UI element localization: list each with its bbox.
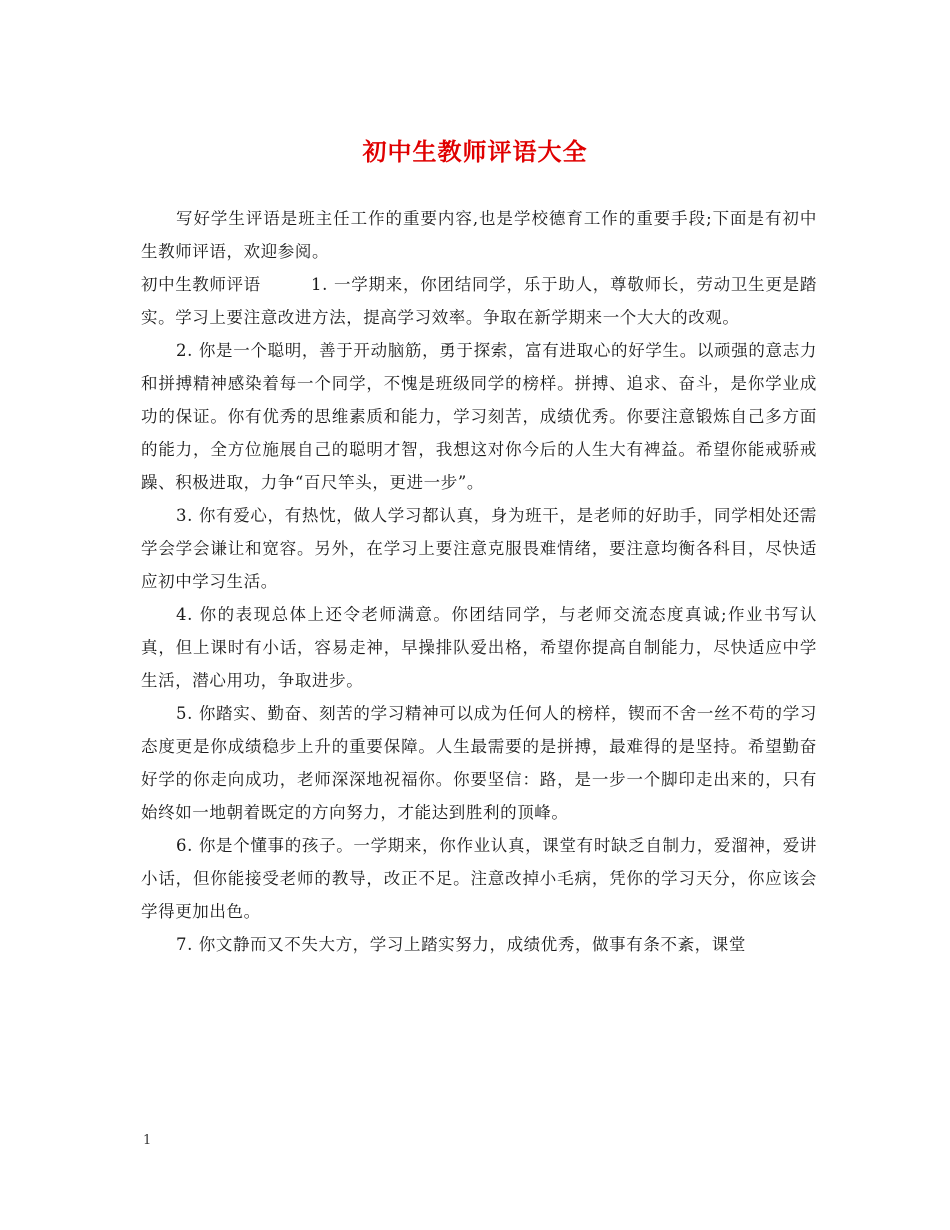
list-item: 4. 你的表现总体上还令老师满意。你团结同学，与老师交流态度真诚;作业书写认真，但上课时有小话，容易走神，早操排队爱出格，希望你提高自制能力，尽快适应中学生活，潜心用功，争取进步。	[141, 605, 817, 690]
intro-paragraph: 写好学生评语是班主任工作的重要内容,也是学校德育工作的重要手段;下面是有初中生教师评语，欢迎参阅。	[141, 209, 817, 261]
list-item: 5. 你踏实、勤奋、刻苦的学习精神可以成为任何人的榜样，锲而不舍一丝不苟的学习态度更是你成绩稳步上升的重要保障。人生最需要的是拼搏，最难得的是坚持。希望勤奋好学的你走向成功，老师深深地祝福你。你要坚信：路，是一步一个脚印走出来的，只有始终如一地朝着既定的方向努力，才能达到胜利的顶峰。	[141, 704, 817, 822]
first-item-paragraph	[141, 268, 817, 334]
page-title: 初中生教师评语大全	[362, 137, 588, 166]
list-item: 1. 一学期来，你团结同学，乐于助人，尊敬师长，劳动卫生更是踏实。学习上要注意改进方法，提高学习效率。争取在新学期来一个大大的改观。	[141, 275, 817, 327]
list-item: 7. 你文静而又不失大方，学习上踏实努力，成绩优秀，做事有条不紊，课堂	[176, 935, 746, 954]
list-item: 2. 你是一个聪明，善于开动脑筋，勇于探索，富有进取心的好学生。以顽强的意志力和拼搏精神感染着每一个同学，不愧是班级同学的榜样。拼搏、追求、奋斗，是你学业成功的保证。你有优秀的思维素质和能力，学习刻苦，成绩优秀。你要注意锻炼自己多方面的能力，全方位施展自己的聪明才智，我想这对你今后的人生大有裨益。希望你能戒骄戒躁、积极进取，力争“百尺竿头，更进一步”。	[141, 341, 817, 492]
document-body	[141, 202, 817, 961]
list-item: 6. 你是个懂事的孩子。一学期来，你作业认真，课堂有时缺乏自制力，爱溜神，爱讲小话，但你能接受老师的教导，改正不足。注意改掉小毛病，凭你的学习天分，你应该会学得更加出色。	[141, 836, 817, 921]
list-item: 3. 你有爱心，有热忱，做人学习都认真，身为班干，是老师的好助手，同学相处还需学会学会谦让和宽容。另外，在学习上要注意克服畏难情绪，要注意均衡各科目，尽快适应初中学习生活。	[141, 506, 817, 591]
page-number: 1	[143, 1133, 152, 1148]
section-subheading: 初中生教师评语	[141, 275, 261, 294]
